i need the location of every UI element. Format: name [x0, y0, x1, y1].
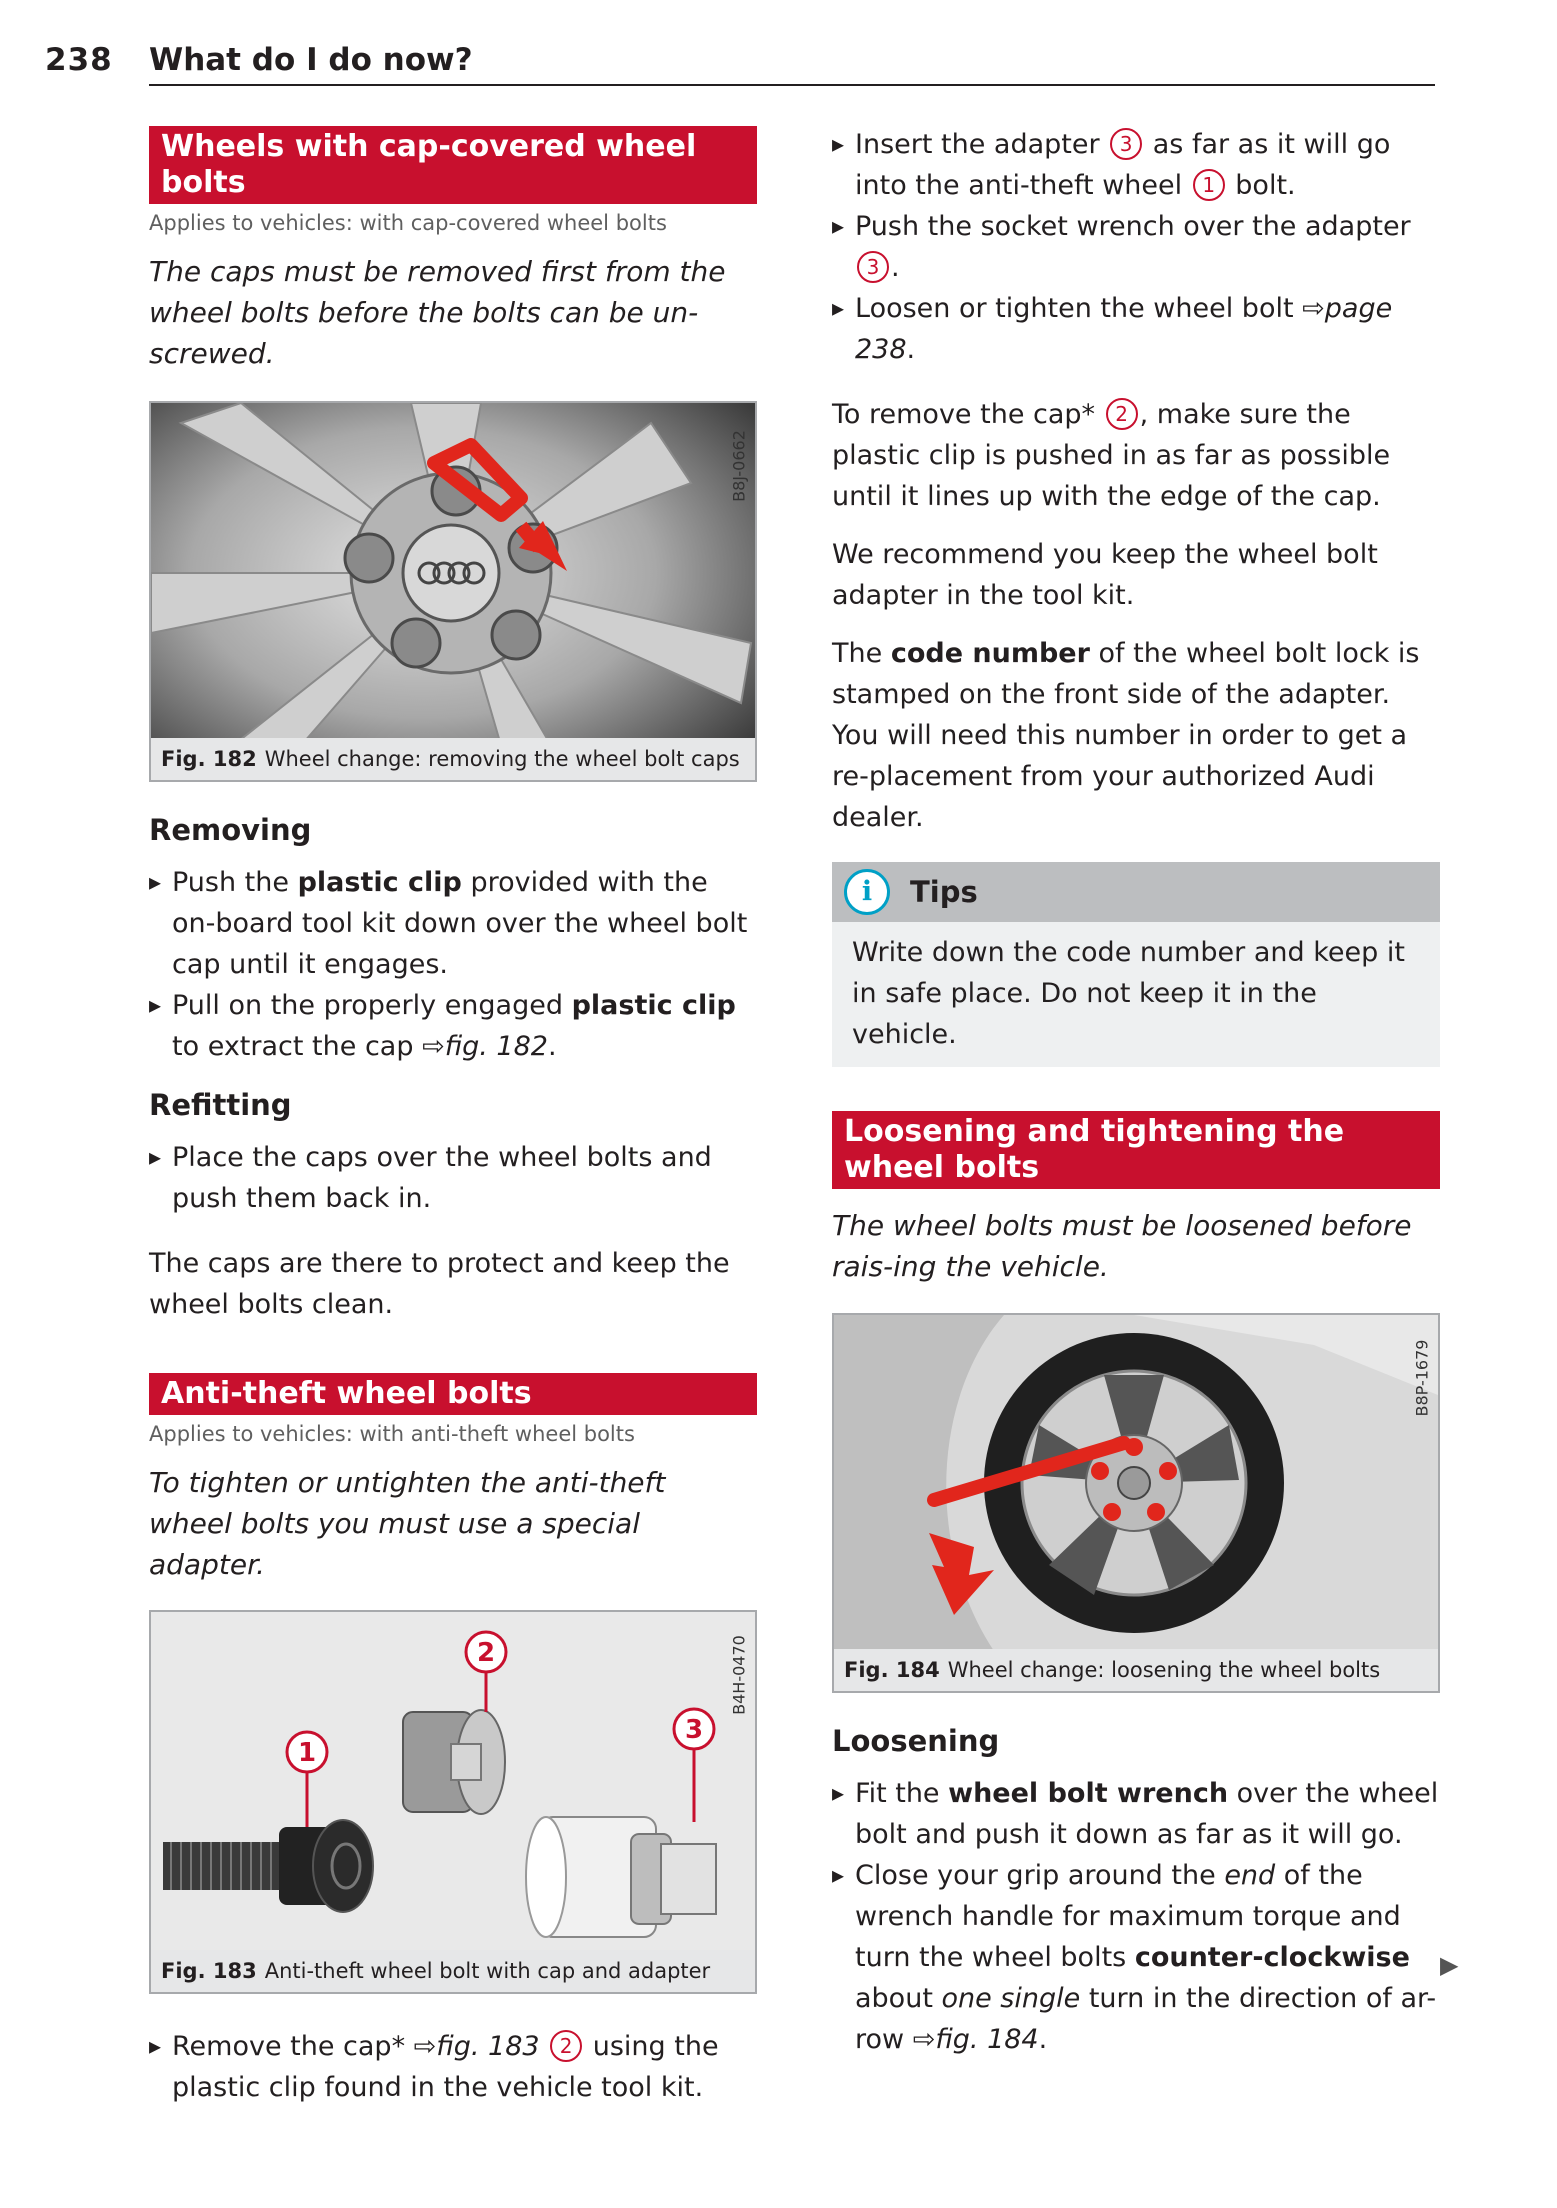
page-reference-link[interactable]: page 238 — [855, 293, 1393, 365]
info-icon: i — [844, 869, 890, 915]
list-item: ▸ Push the plastic clip provided with the on-board tool kit down over the wheel bolt cap until it engages. — [149, 862, 757, 985]
subheading-removing: Removing — [149, 813, 312, 847]
figure-reference-link[interactable]: fig. 184 — [935, 2024, 1039, 2055]
removing-steps — [149, 862, 757, 1067]
subheading-loosening: Loosening — [832, 1724, 1000, 1758]
anti-theft-bolt-image — [151, 1612, 755, 1992]
figure-label: Fig. 183 — [161, 1959, 257, 1983]
figure-code: B4H-0470 — [729, 1635, 749, 1715]
left-column — [149, 126, 757, 2108]
tips-text: Write down the code number and keep it in safe place. Do not keep it in the vehicle. — [852, 937, 1405, 1050]
tips-header — [832, 862, 1440, 922]
figure-reference-link[interactable]: fig. 183 — [436, 2031, 540, 2062]
list-item: ▸ Push the socket wrench over the adapter 3 . — [832, 206, 1440, 288]
page-header — [45, 36, 1435, 86]
figure-code: B8J-0662 — [729, 430, 749, 502]
figure-caption — [151, 738, 755, 780]
subheading-refitting: Refitting — [149, 1088, 292, 1122]
applies-note: Applies to vehicles: with cap-covered wheel bolts — [149, 211, 667, 235]
section-heading-loosening-tightening: Loosening and tightening the wheel bolts — [832, 1111, 1440, 1189]
continue-arrow-icon[interactable]: ▶ — [1440, 1951, 1459, 1979]
tips-box — [832, 862, 1440, 1067]
callout-3: 3 — [684, 1715, 704, 1745]
callout-number: 1 — [1193, 169, 1225, 201]
callout-number: 3 — [857, 251, 889, 283]
cap-removal-paragraph: To remove the cap* 2 , make sure the plastic clip is pushed in as far as possible until it lines up with the edge of the cap. — [832, 399, 1391, 512]
right-column — [832, 124, 1440, 2060]
refitting-steps — [149, 1137, 757, 1219]
recommend-paragraph: We recommend you keep the wheel bolt adapter in the tool kit. — [832, 539, 1378, 611]
figure-182 — [149, 401, 757, 782]
anti-theft-steps — [149, 2026, 757, 2108]
callout-number: 2 — [550, 2030, 582, 2062]
section-heading-anti-theft: Anti-theft wheel bolts — [149, 1373, 757, 1415]
callout-number: 3 — [1110, 128, 1142, 160]
list-item: ▸ Fit the wheel bolt wrench over the wheel bolt and push it down as far as it will go. — [832, 1773, 1440, 1855]
list-item: ▸ Loosen or tighten the wheel bolt ⇨page 238. — [832, 288, 1440, 370]
list-item: ▸ Insert the adapter 3 as far as it will go into the anti-theft wheel 1 bolt. — [832, 124, 1440, 206]
wheel-wrench-image — [834, 1315, 1438, 1651]
loosening-steps — [832, 1773, 1440, 2060]
applies-note: Applies to vehicles: with anti-theft wheel bolts — [149, 1422, 635, 1446]
section-heading-cap-covered: Wheels with cap-covered wheel bolts — [149, 126, 757, 204]
figure-caption-text: Anti-theft wheel bolt with cap and adapter — [264, 1959, 711, 1983]
reference-arrow-icon: ⇨ — [422, 1031, 445, 1062]
page-number: 238 — [45, 42, 113, 78]
reference-arrow-icon: ⇨ — [1302, 293, 1325, 324]
figure-label: Fig. 184 — [844, 1658, 940, 1682]
section-intro: To tighten or untighten the anti-theft wheel bolts you must use a special adapter. — [149, 1466, 666, 1581]
list-item: ▸ Close your grip around the end of the wrench handle for maximum torque and turn the wheel bolts counter-clockwise about one single turn in the direction of ar-row ⇨fig. 184. — [832, 1855, 1440, 2060]
figure-code: B8P-1679 — [1412, 1339, 1432, 1417]
caps-note: The caps are there to protect and keep the wheel bolts clean. — [149, 1248, 730, 1320]
figure-label: Fig. 182 — [161, 747, 257, 771]
reference-arrow-icon: ⇨ — [912, 2024, 936, 2055]
callout-number: 2 — [1106, 398, 1138, 430]
section-intro: The wheel bolts must be loosened before rais-ing the vehicle. — [832, 1209, 1412, 1283]
figure-caption — [151, 1950, 755, 1992]
code-number-paragraph: The code number of the wheel bolt lock is stamped on the front side of the adapter. You will need this number in order to get a re-placement from your authorized Audi dealer. — [832, 638, 1420, 833]
figure-caption — [834, 1649, 1438, 1691]
adapter-steps — [832, 124, 1440, 370]
figure-reference-link[interactable]: fig. 182 — [444, 1031, 548, 1062]
reference-arrow-icon: ⇨ — [413, 2031, 437, 2062]
callout-2: 2 — [476, 1638, 496, 1668]
list-item: ▸ Pull on the properly engaged plastic clip to extract the cap ⇨fig. 182. — [149, 985, 757, 1067]
list-item: ▸ Place the caps over the wheel bolts and push them back in. — [149, 1137, 757, 1219]
callout-1: 1 — [297, 1738, 317, 1768]
figure-184 — [832, 1313, 1440, 1693]
cap-icon — [403, 1710, 505, 1814]
wheel-cap-image — [151, 403, 755, 780]
page-title: What do I do now? — [149, 42, 473, 78]
header-rule — [149, 84, 1435, 86]
figure-183 — [149, 1610, 757, 1994]
figure-caption-text: Wheel change: removing the wheel bolt caps — [264, 747, 740, 771]
section-intro: The caps must be removed first from the wheel bolts before the bolts can be un-screwed. — [149, 255, 726, 370]
list-item: ▸ Remove the cap* ⇨fig. 183 2 using the plastic clip found in the vehicle tool kit. — [149, 2026, 757, 2108]
figure-caption-text: Wheel change: loosening the wheel bolts — [947, 1658, 1381, 1682]
tips-title: Tips — [910, 875, 978, 909]
